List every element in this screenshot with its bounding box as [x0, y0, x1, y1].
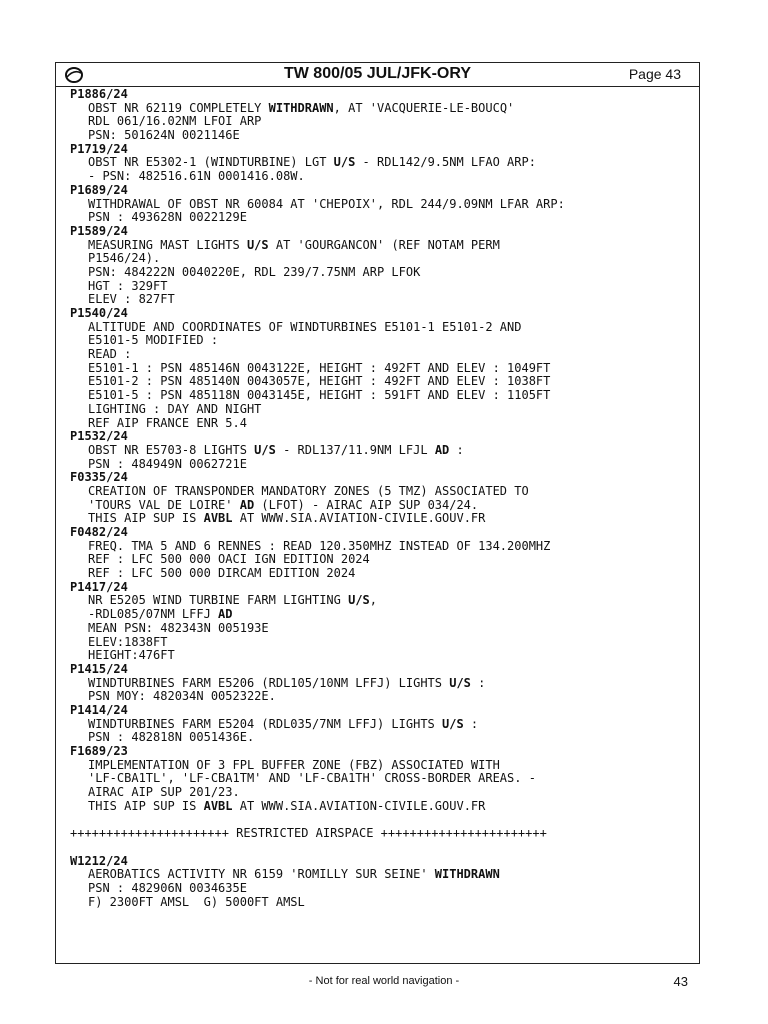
notam-text: 'LF-CBA1TL', 'LF-CBA1TM' AND 'LF-CBA1TH' CROSS-BORDER AREAS. -	[88, 771, 536, 786]
page-frame	[55, 62, 700, 964]
notam-text-line	[70, 896, 690, 910]
notam-text: REF AIP FRANCE ENR 5.4	[88, 415, 247, 430]
notam-text: AT WWW.SIA.AVIATION-CIVILE.GOUV.FR	[232, 511, 486, 526]
notam-text-line	[70, 540, 690, 554]
notam-text: OBST NR E5302-1 (WINDTURBINE) LGT	[88, 155, 334, 170]
notam-text-line	[70, 512, 690, 526]
notam-id: P1417/24	[70, 579, 128, 594]
notam-text: E5101-1 : PSN 485146N 0043122E, HEIGHT : 492FT AND ELEV : 1049FT	[88, 360, 551, 375]
notam-id: P1532/24	[70, 429, 128, 444]
notam-text: PSN : 482818N 0051436E.	[88, 730, 255, 745]
notam-text: - RDL137/11.9NM LFJL	[275, 442, 435, 457]
notam-text-line	[70, 868, 690, 882]
notam-text-line	[70, 266, 690, 280]
notam-text: E5101-5 : PSN 485118N 0043145E, HEIGHT : 591FT AND ELEV : 1105FT	[88, 388, 551, 403]
notam-text: P1546/24).	[88, 251, 161, 266]
notam-text: E5101-5 MODIFIED :	[88, 333, 219, 348]
notam-keyword: U/S	[246, 237, 269, 252]
notam-text: WITHDRAWAL OF OBST NR 60084 AT 'CHEPOIX', RDL 244/9.09NM LFAR ARP:	[88, 196, 565, 211]
notam-text-line	[70, 362, 690, 376]
notam-text-line	[70, 882, 690, 896]
notam-text: -RDL085/07NM LFFJ	[88, 607, 219, 622]
footer-page-number: 43	[673, 974, 688, 989]
notam-id: P1540/24	[70, 306, 128, 320]
notam-text: ELEV : 827FT	[88, 292, 175, 307]
notam-keyword: U/S	[442, 716, 464, 731]
notam-text: PSN MOY: 482034N 0052322E.	[88, 689, 276, 704]
notam-text-line	[70, 170, 690, 184]
notam-text: WINDTURBINES FARM E5204 (RDL035/7NM LFFJ) LIGHTS	[88, 716, 443, 731]
notam-text-line	[70, 690, 690, 704]
notam-text-line	[70, 334, 690, 348]
notam-text-line	[70, 156, 690, 170]
notam-text: , AT 'VACQUERIE-LE-BOUCQ'	[333, 100, 515, 115]
notam-text-line	[70, 800, 690, 814]
notam-text: ALTITUDE AND COORDINATES OF WINDTURBINES E5101-1 E5101-2 AND	[88, 319, 522, 334]
notam-text-line	[70, 759, 690, 773]
notam-id: F0335/24	[70, 470, 128, 485]
notam-text-line	[70, 567, 690, 581]
notam-text: ELEV:1838FT	[88, 634, 168, 649]
notam-text-line	[70, 293, 690, 307]
notam-keyword: U/S	[333, 155, 356, 170]
notam-text-line	[70, 389, 690, 403]
notam-text: MEASURING MAST LIGHTS	[88, 237, 247, 252]
notam-text-line	[70, 239, 690, 253]
notam-text: WINDTURBINES FARM E5206 (RDL105/10NM LFFJ) LIGHTS	[88, 675, 450, 690]
notam-keyword: U/S	[348, 593, 370, 608]
notam-text-line	[70, 348, 690, 362]
notam-text: - RDL142/9.5NM LFAO ARP:	[355, 155, 536, 170]
notam-text: :	[470, 675, 486, 690]
notam-text-line	[70, 718, 690, 732]
notam-id: P1415/24	[70, 661, 128, 676]
footer-disclaimer: - Not for real world navigation -	[308, 975, 460, 987]
notam-text: :	[463, 716, 479, 731]
notam-keyword: WITHDRAWN	[434, 867, 500, 882]
page-label: Page 43	[628, 66, 681, 82]
notam-text-line	[70, 786, 690, 800]
notam-text-line	[70, 772, 690, 786]
notam-id: P1414/24	[70, 702, 128, 717]
notam-text: PSN: 501624N 0021146E	[88, 128, 240, 143]
notam-text: PSN : 493628N 0022129E	[88, 210, 247, 225]
notam-text-line	[70, 417, 690, 431]
notam-text: AIRAC AIP SUP 201/23.	[88, 785, 240, 800]
notam-keyword: AD	[239, 497, 255, 512]
notam-text-line	[70, 649, 690, 663]
notam-text-line	[70, 198, 690, 212]
notam-text-line	[70, 553, 690, 567]
notam-text-line	[70, 636, 690, 650]
notam-text-line	[70, 485, 690, 499]
notam-id: P1589/24	[70, 223, 128, 238]
notam-text: RDL 061/16.02NM LFOI ARP	[88, 114, 262, 129]
notam-text: E5101-2 : PSN 485140N 0043057E, HEIGHT : 492FT AND ELEV : 1038FT	[88, 374, 551, 389]
notam-keyword: AD	[218, 607, 233, 622]
notam-text: PSN : 482906N 0034635E	[88, 880, 247, 895]
notam-text: (LFOT) - AIRAC AIP SUP 034/24.	[254, 497, 479, 512]
section-banner-restricted-airspace: ++++++++++++++++++++++ RESTRICTED AIRSPACE +++++++++++++++++++++++	[70, 826, 547, 841]
notam-text-line	[70, 403, 690, 417]
notam-id: P1886/24	[70, 87, 128, 101]
notam-text-line	[70, 677, 690, 691]
notam-text: READ :	[88, 347, 132, 362]
notam-text: LIGHTING : DAY AND NIGHT	[88, 401, 262, 416]
notam-text: PSN: 484222N 0040220E, RDL 239/7.75NM ARP LFOK	[88, 264, 421, 279]
notam-text-line	[70, 321, 690, 335]
notam-text: OBST NR E5703-8 LIGHTS	[88, 442, 255, 457]
notam-text: MEAN PSN: 482343N 005193E	[88, 620, 269, 635]
notam-text: HGT : 329FT	[88, 278, 168, 293]
notam-text: PSN : 484949N 0062721E	[88, 456, 247, 471]
notam-text: FREQ. TMA 5 AND 6 RENNES : READ 120.350MHZ INSTEAD OF 134.200MHZ	[88, 538, 551, 553]
notam-text: F) 2300FT AMSL G) 5000FT AMSL	[88, 894, 305, 909]
notam-text-line	[70, 608, 690, 622]
notam-keyword: AVBL	[203, 511, 233, 526]
notam-id: F0482/24	[70, 525, 128, 539]
notam-id: P1719/24	[70, 141, 128, 156]
notam-text: - PSN: 482516.61N 0001416.08W.	[88, 169, 305, 184]
notam-text: THIS AIP SUP IS	[88, 798, 204, 813]
notam-text: ,	[369, 593, 378, 608]
notam-text-line	[70, 211, 690, 225]
notam-keyword: U/S	[254, 442, 276, 457]
notam-text-line	[70, 102, 690, 116]
notam-id: P1689/24	[70, 182, 128, 197]
notam-text: HEIGHT:476FT	[88, 648, 175, 663]
notam-id: W1212/24	[70, 853, 128, 868]
notam-keyword: AD	[434, 442, 450, 457]
page-header	[56, 63, 699, 87]
notam-text: CREATION OF TRANSPONDER MANDATORY ZONES (5 TMZ) ASSOCIATED TO	[88, 483, 529, 498]
notam-text-line	[70, 731, 690, 745]
notam-text: THIS AIP SUP IS	[88, 511, 204, 526]
notam-text-line	[70, 622, 690, 636]
notam-text: AT WWW.SIA.AVIATION-CIVILE.GOUV.FR	[232, 798, 486, 813]
notam-text: AEROBATICS ACTIVITY NR 6159 'ROMILLY SUR SEINE'	[88, 867, 435, 882]
notam-text: OBST NR 62119 COMPLETELY	[88, 100, 269, 115]
notam-keyword: AVBL	[203, 798, 233, 813]
notam-text: NR E5205 WIND TURBINE FARM LIGHTING	[88, 593, 349, 608]
notam-text-line	[70, 280, 690, 294]
notam-text: 'TOURS VAL DE LOIRE'	[88, 497, 240, 512]
notam-text-line	[70, 594, 690, 608]
notam-text-line	[70, 458, 690, 472]
notam-list	[70, 88, 690, 909]
notam-text: :	[449, 442, 464, 457]
document-title: TW 800/05 JUL/JFK-ORY	[283, 65, 471, 82]
notam-text-line	[70, 444, 690, 458]
notam-keyword: U/S	[449, 675, 471, 690]
notam-keyword: WITHDRAWN	[268, 100, 334, 115]
notam-id: F1689/23	[70, 744, 128, 758]
notam-text-line	[70, 252, 690, 266]
notam-text: AT 'GOURGANCON' (REF NOTAM PERM	[268, 237, 500, 252]
notam-text-line	[70, 375, 690, 389]
notam-text-line	[70, 129, 690, 143]
notam-text: REF : LFC 500 000 DIRCAM EDITION 2024	[88, 566, 356, 581]
notam-text: IMPLEMENTATION OF 3 FPL BUFFER ZONE (FBZ) ASSOCIATED WITH	[88, 757, 500, 772]
notam-text: REF : LFC 500 000 OACI IGN EDITION 2024	[88, 552, 370, 567]
notam-text-line	[70, 499, 690, 513]
notam-text-line	[70, 115, 690, 129]
